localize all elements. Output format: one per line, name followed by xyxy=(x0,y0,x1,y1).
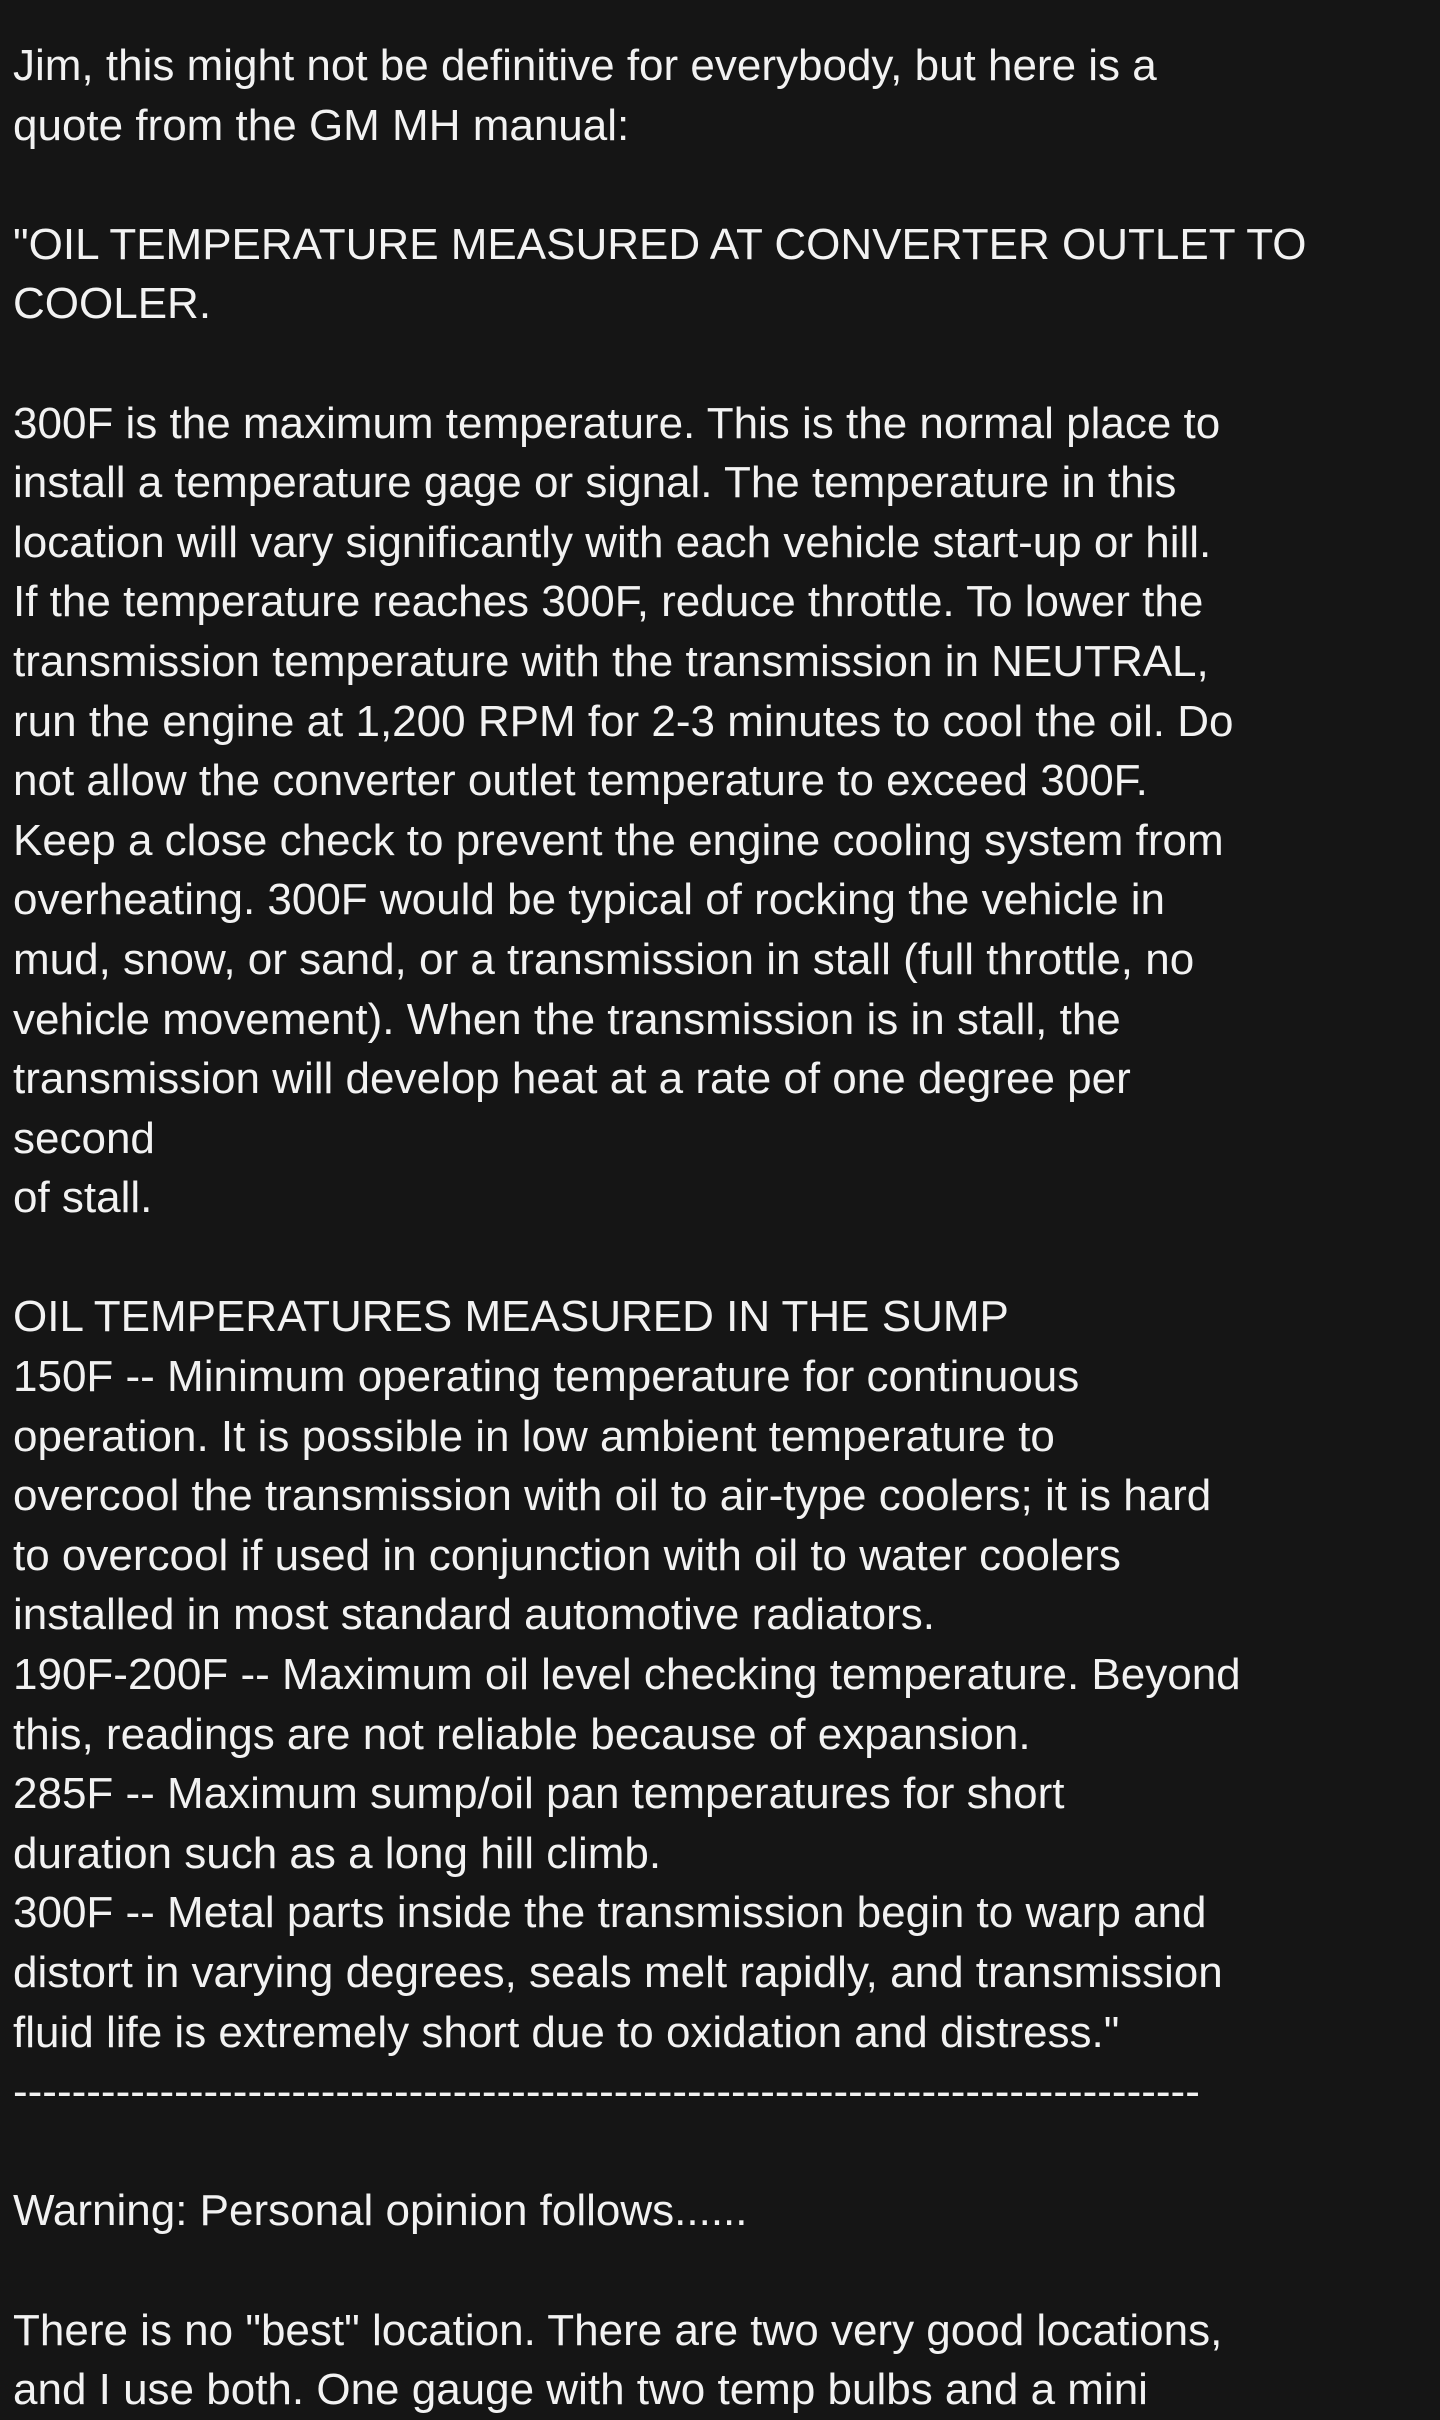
post-line: If the temperature reaches 300F, reduce throttle. To lower the xyxy=(13,577,1204,627)
post-line: installed in most standard automotive radiators. xyxy=(13,1590,936,1640)
post-line: overcool the transmission with oil to air-type coolers; it is hard xyxy=(13,1471,1212,1521)
post-line xyxy=(13,1228,1433,1288)
post-line: transmission temperature with the transmission in NEUTRAL, xyxy=(13,636,1209,686)
separator-line: --------------------------------------------------------------------------------- xyxy=(13,2067,1200,2117)
post-line: "OIL TEMPERATURE MEASURED AT CONVERTER OUTLET TO xyxy=(13,219,1307,269)
post-line: There is no "best" location. There are two very good locations, xyxy=(13,2305,1223,2355)
post-line: not allow the converter outlet temperature to exceed 300F. xyxy=(13,756,1148,806)
post-line xyxy=(13,2241,1433,2301)
post-line: 285F -- Maximum sump/oil pan temperatures for short xyxy=(13,1769,1065,1819)
post-line: 300F -- Metal parts inside the transmission begin to warp and xyxy=(13,1888,1207,1938)
post-line: install a temperature gage or signal. The temperature in this xyxy=(13,458,1177,508)
post-line: Keep a close check to prevent the engine cooling system from xyxy=(13,815,1224,865)
post-line: COOLER. xyxy=(13,279,212,329)
post-body xyxy=(13,36,1433,2420)
post-line xyxy=(13,155,1433,215)
post-line: Jim, this might not be definitive for everybody, but here is a xyxy=(13,41,1157,90)
post-line: location will vary significantly with each vehicle start-up or hill. xyxy=(13,517,1212,567)
post-line: and I use both. One gauge with two temp bulbs and a mini xyxy=(13,2365,1148,2415)
post-line: 300F is the maximum temperature. This is the normal place to xyxy=(13,398,1221,448)
post-line: run the engine at 1,200 RPM for 2-3 minutes to cool the oil. Do xyxy=(13,696,1234,746)
post-line: of stall. xyxy=(13,1173,153,1223)
post-line: operation. It is possible in low ambient temperature to xyxy=(13,1411,1055,1461)
post-line: to overcool if used in conjunction with oil to water coolers xyxy=(13,1530,1121,1580)
post-line: distort in varying degrees, seals melt rapidly, and transmission xyxy=(13,1948,1223,1997)
post-line: 190F-200F -- Maximum oil level checking temperature. Beyond xyxy=(13,1650,1241,1700)
post-line: duration such as a long hill climb. xyxy=(13,1828,662,1878)
post-line: second xyxy=(13,1113,155,1163)
post-line: overheating. 300F would be typical of rocking the vehicle in xyxy=(13,875,1166,925)
post-line: OIL TEMPERATURES MEASURED IN THE SUMP xyxy=(13,1292,1009,1342)
post-line: transmission will develop heat at a rate of one degree per xyxy=(13,1054,1131,1104)
post-line: mud, snow, or sand, or a transmission in stall (full throttle, no xyxy=(13,934,1195,984)
post-line: Warning: Personal opinion follows...... xyxy=(13,2186,748,2236)
post-line xyxy=(13,334,1433,394)
post-line xyxy=(13,2122,1433,2182)
post-line: vehicle movement). When the transmission is in stall, the xyxy=(13,994,1121,1044)
post-line: this, readings are not reliable because of expansion. xyxy=(13,1709,1031,1759)
post-line: fluid life is extremely short due to oxidation and distress." xyxy=(13,2007,1120,2057)
post-line: 150F -- Minimum operating temperature for continuous xyxy=(13,1352,1080,1402)
post-line: quote from the GM MH manual: xyxy=(13,100,630,150)
